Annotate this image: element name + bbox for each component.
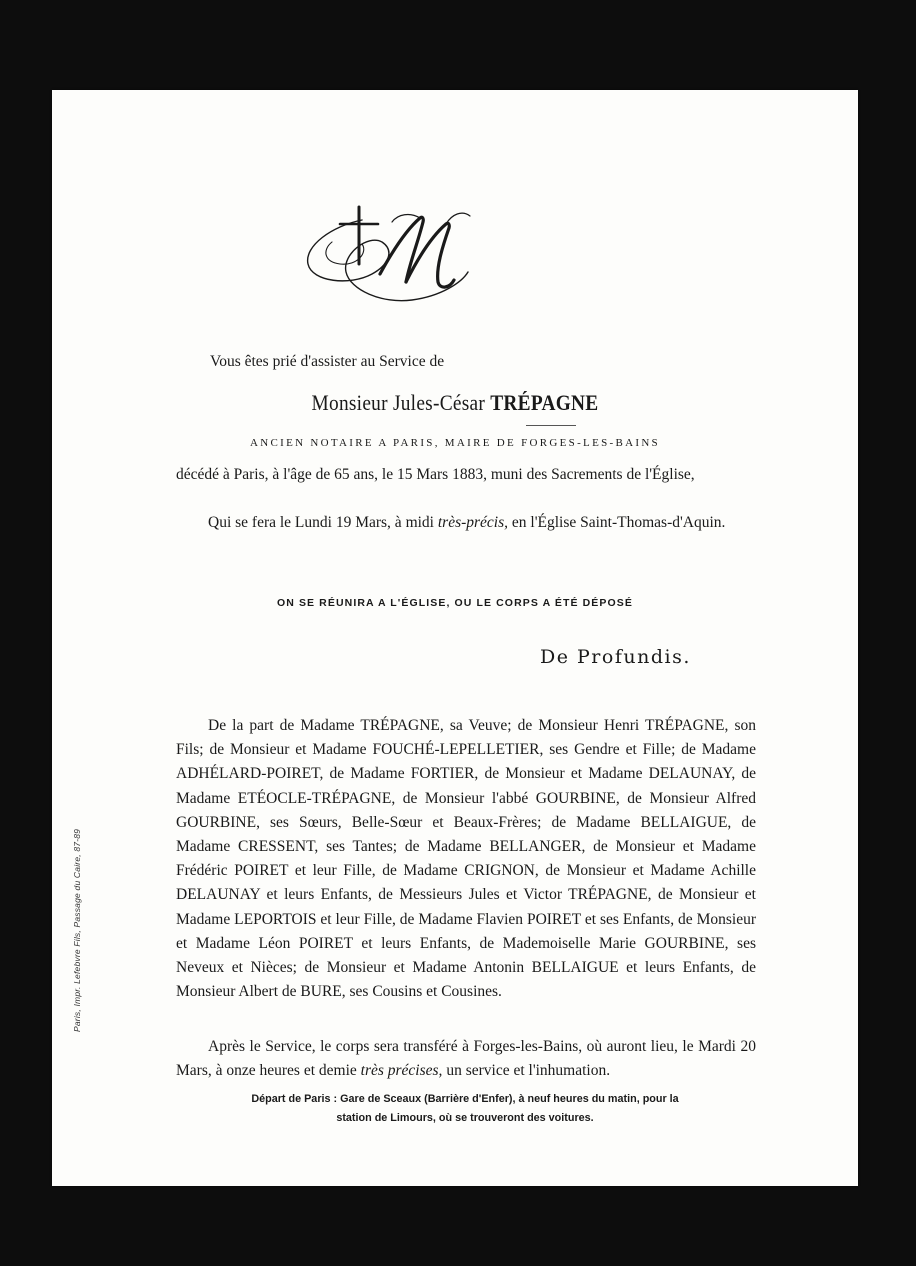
departure-info (170, 1090, 760, 1128)
family-list: De la part de Madame TRÉPAGNE, sa Veuve; de Monsieur Henri TRÉPAGNE, son Fils; de Monsieur et Madame FOUCHÉ-LEPELLETIER, ses Gendre et Fille; de Madame ADHÉLARD-POIRET, de Madame FORTIER, de Monsieur et Madame DELAUNAY, de Madame ETÉOCLE-TRÉPAGNE, de Monsieur l'abbé GOURBINE, de Monsieur Alfred GOURBINE, ses Sœurs, Belle-Sœur et Beaux-Frères; de Madame BELLAIGUE, de Madame CRESSENT, ses Tantes; de Madame BELLANGER, de Monsieur et Madame Frédéric POIRET et leur Fille, de Madame CRIGNON, de Monsieur et Madame Achille DELAUNAY et leurs Enfants, de Messieurs Jules et Victor TRÉPAGNE, de Monsieur et Madame LEPORTOIS et leur Fille, de Madame Flavien POIRET et ses Enfants, de Monsieur et Madame Léon POIRET et leurs Enfants, de Mademoiselle Marie GOURBINE, ses Neveux et Nièces; de Monsieur et Madame Antonin BELLAIGUE et leurs Enfants, de Monsieur Albert de BURE, ses Cousins et Cousines. (176, 717, 756, 1001)
after-suffix: un service et l'inhumation. (446, 1062, 611, 1079)
after-emphasis: très précises, (360, 1062, 443, 1079)
deceased-honorific: Monsieur Jules-César (311, 390, 486, 415)
service-details (176, 511, 756, 535)
invitation-line: Vous êtes prié d'assister au Service de (210, 353, 445, 370)
surname-underline (526, 425, 576, 426)
after-service (176, 1035, 756, 1083)
service-prefix: Qui se fera le Lundi 19 Mars, à midi (208, 514, 434, 531)
deceased-titles: ANCIEN NOTAIRE A PARIS, MAIRE DE FORGES-LES-BAINS (250, 437, 660, 449)
service-suffix: en l'Église Saint-Thomas-d'Aquin. (511, 514, 726, 531)
gathering-notice: ON SE RÉUNIRA A L'ÉGLISE, OU LE CORPS A ÉTÉ DÉPOSÉ (276, 597, 633, 609)
after-prefix: Après le Service, le corps sera transféré à Forges-les-Bains, où auront lieu, le Mardi 20 Mars, à onze heures et demie (176, 1038, 756, 1079)
departure-line-2: station de Limours, où se trouveront des voitures. (336, 1112, 594, 1124)
printer-imprint: Paris, Impr. Lefebvre Fils, Passage du Caire, 87-89 (72, 828, 82, 1032)
deceased-name (100, 390, 809, 416)
service-emphasis: très-précis, (437, 514, 509, 531)
de-profundis: De Profundis. (540, 646, 691, 668)
cross-monogram-icon (302, 202, 477, 307)
departure-line-1: Départ de Paris : Gare de Sceaux (Barrière d'Enfer), à neuf heures du matin, pour la (251, 1093, 679, 1105)
memorial-card (52, 90, 858, 1186)
death-notice: décédé à Paris, à l'âge de 65 ans, le 15 Mars 1883, muni des Sacrements de l'Église, (176, 466, 695, 483)
deceased-surname: TRÉPAGNE (490, 390, 599, 415)
